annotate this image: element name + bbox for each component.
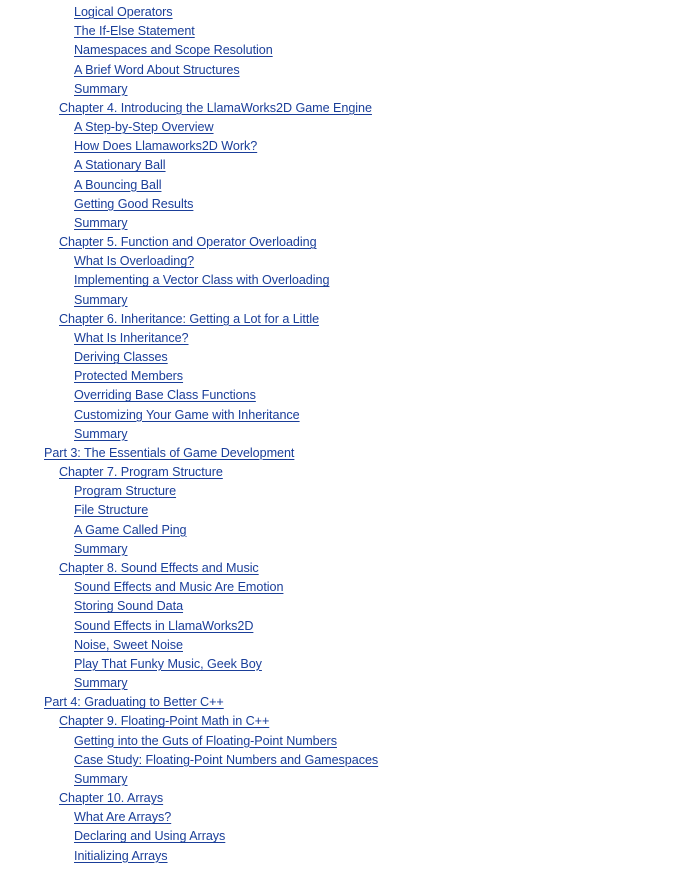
- toc-chapter-item: [0, 309, 680, 328]
- toc-section-link[interactable]: Namespaces and Scope Resolution: [74, 43, 273, 58]
- toc-section-item: [0, 616, 680, 635]
- toc-part-item: [0, 692, 680, 711]
- toc-section-item: [0, 635, 680, 654]
- toc-part-item: [0, 443, 680, 462]
- toc-section-link[interactable]: A Game Called Ping: [74, 522, 187, 537]
- toc-section-link[interactable]: Summary: [74, 81, 128, 96]
- toc-chapter-item: [0, 558, 680, 577]
- toc-section-item: [0, 213, 680, 232]
- toc-section-item: [0, 175, 680, 194]
- toc-section-link[interactable]: Summary: [74, 771, 128, 786]
- toc-section-item: [0, 424, 680, 443]
- toc-section-link[interactable]: Getting Good Results: [74, 196, 194, 211]
- toc-section-link[interactable]: Deriving Classes: [74, 350, 168, 365]
- toc-section-link[interactable]: The If-Else Statement: [74, 24, 195, 39]
- toc-section-link[interactable]: Protected Members: [74, 369, 184, 384]
- toc-section-item: [0, 596, 680, 615]
- toc-section-item: [0, 328, 680, 347]
- toc-section-item: [0, 826, 680, 845]
- toc-section-link[interactable]: Implementing a Vector Class with Overloading: [74, 273, 330, 288]
- toc-section-link[interactable]: Summary: [74, 215, 128, 230]
- toc-section-item: [0, 270, 680, 289]
- toc-chapter-link[interactable]: Chapter 8. Sound Effects and Music: [59, 560, 259, 575]
- toc-section-item: [0, 405, 680, 424]
- toc-section-item: [0, 21, 680, 40]
- toc-section-item: [0, 750, 680, 769]
- toc-section-link[interactable]: Overriding Base Class Functions: [74, 388, 256, 403]
- toc-section-link[interactable]: What Is Inheritance?: [74, 330, 189, 345]
- toc-section-item: [0, 846, 680, 865]
- toc-section-item: [0, 769, 680, 788]
- toc-chapter-link[interactable]: Chapter 4. Introducing the LlamaWorks2D Game Engine: [59, 100, 372, 115]
- toc-section-link[interactable]: Declaring and Using Arrays: [74, 829, 226, 844]
- toc-section-item: [0, 654, 680, 673]
- toc-section-link[interactable]: A Step-by-Step Overview: [74, 120, 214, 135]
- toc-chapter-link[interactable]: Chapter 6. Inheritance: Getting a Lot for a Little: [59, 311, 320, 326]
- toc-section-item: [0, 136, 680, 155]
- toc-section-link[interactable]: Program Structure: [74, 484, 177, 499]
- toc-section-item: [0, 807, 680, 826]
- toc-chapter-item: [0, 232, 680, 251]
- toc-section-item: [0, 60, 680, 79]
- toc-section-item: [0, 481, 680, 500]
- toc-section-item: [0, 347, 680, 366]
- toc-section-item: [0, 385, 680, 404]
- toc-section-link[interactable]: Noise, Sweet Noise: [74, 637, 183, 652]
- toc-section-item: [0, 539, 680, 558]
- toc-chapter-item: [0, 98, 680, 117]
- toc-section-item: [0, 520, 680, 539]
- toc-section-link[interactable]: Getting into the Guts of Floating-Point Numbers: [74, 733, 337, 748]
- toc-chapter-item: [0, 788, 680, 807]
- toc-section-link[interactable]: Storing Sound Data: [74, 599, 184, 614]
- toc-chapter-item: [0, 462, 680, 481]
- toc-chapter-item: [0, 711, 680, 730]
- toc-part-link[interactable]: Part 3: The Essentials of Game Development: [44, 445, 295, 460]
- toc-chapter-link[interactable]: Chapter 5. Function and Operator Overloading: [59, 235, 317, 250]
- toc-section-link[interactable]: Play That Funky Music, Geek Boy: [74, 656, 262, 671]
- toc-section-item: [0, 2, 680, 21]
- toc-section-link[interactable]: How Does Llamaworks2D Work?: [74, 139, 258, 154]
- toc-section-link[interactable]: A Stationary Ball: [74, 158, 166, 173]
- toc-section-item: [0, 366, 680, 385]
- toc-section-item: [0, 79, 680, 98]
- toc-section-link[interactable]: A Bouncing Ball: [74, 177, 162, 192]
- toc-chapter-link[interactable]: Chapter 7. Program Structure: [59, 465, 223, 480]
- toc-section-link[interactable]: Sound Effects in LlamaWorks2D: [74, 618, 254, 633]
- toc-section-link[interactable]: Summary: [74, 541, 128, 556]
- toc-chapter-link[interactable]: Chapter 10. Arrays: [59, 791, 164, 806]
- toc-section-link[interactable]: Case Study: Floating-Point Numbers and Gamespaces: [74, 752, 379, 767]
- toc-section-item: [0, 673, 680, 692]
- toc-chapter-link[interactable]: Chapter 9. Floating-Point Math in C++: [59, 714, 270, 729]
- toc-section-item: [0, 117, 680, 136]
- toc-section-link[interactable]: Summary: [74, 676, 128, 691]
- table-of-contents: [0, 2, 680, 865]
- toc-section-link[interactable]: Summary: [74, 426, 128, 441]
- toc-section-link[interactable]: A Brief Word About Structures: [74, 62, 240, 77]
- toc-section-item: [0, 500, 680, 519]
- toc-section-link[interactable]: What Is Overloading?: [74, 254, 195, 269]
- toc-section-item: [0, 290, 680, 309]
- toc-section-link[interactable]: File Structure: [74, 503, 149, 518]
- toc-section-item: [0, 251, 680, 270]
- toc-section-item: [0, 731, 680, 750]
- toc-section-link[interactable]: Sound Effects and Music Are Emotion: [74, 580, 284, 595]
- toc-part-link[interactable]: Part 4: Graduating to Better C++: [44, 695, 224, 710]
- toc-section-item: [0, 194, 680, 213]
- toc-section-link[interactable]: Customizing Your Game with Inheritance: [74, 407, 300, 422]
- toc-section-link[interactable]: Summary: [74, 292, 128, 307]
- toc-section-item: [0, 155, 680, 174]
- toc-section-link[interactable]: Initializing Arrays: [74, 848, 168, 863]
- toc-section-item: [0, 40, 680, 59]
- toc-section-link[interactable]: Logical Operators: [74, 5, 173, 19]
- toc-section-link[interactable]: What Are Arrays?: [74, 810, 172, 825]
- toc-section-item: [0, 577, 680, 596]
